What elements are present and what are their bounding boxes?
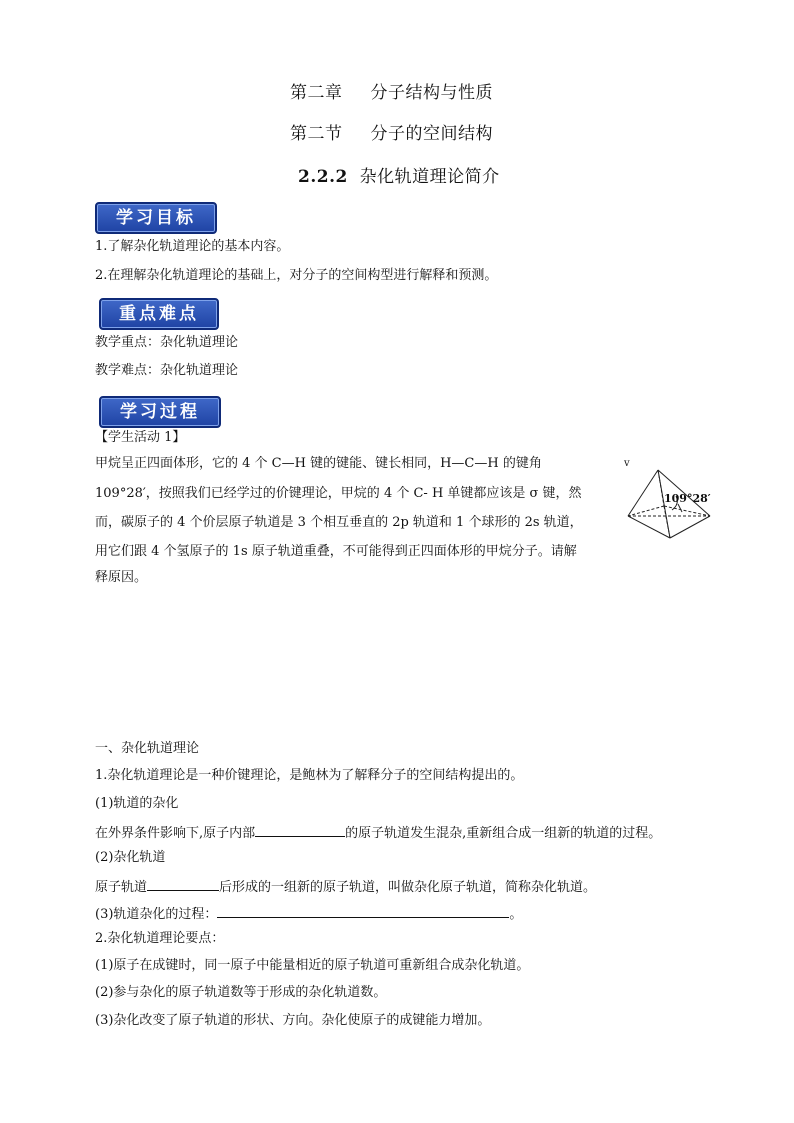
- sub2-before: 原子轨道: [95, 880, 148, 895]
- sub1-title: (1)轨道的杂化: [95, 796, 179, 811]
- section-title: [290, 123, 493, 145]
- key-points-badge: 重点难点: [99, 298, 219, 330]
- tetrahedron-figure: [622, 464, 714, 544]
- goal-item-2: 2.在理解杂化轨道理论的基础上，对分子的空间构型进行解释和预测。: [95, 268, 498, 283]
- points-title: 2.杂化轨道理论要点：: [95, 931, 225, 946]
- sub2-fill-blank[interactable]: [147, 876, 219, 891]
- point-item-3: (3)杂化改变了原子轨道的形状、方向。杂化使原子的成键能力增加。: [95, 1013, 491, 1028]
- lesson-name: 杂化轨道理论简介: [359, 167, 500, 187]
- chapter-label: 第二章: [290, 83, 343, 103]
- section-name: 分子的空间结构: [370, 124, 493, 144]
- goals-badge: 学习目标: [95, 202, 217, 234]
- theory-intro: 1.杂化轨道理论是一种价键理论，是鲍林为了解释分子的空间结构提出的。: [95, 768, 524, 783]
- point-item-2: (2)参与杂化的原子轨道数等于形成的杂化轨道数。: [95, 985, 387, 1000]
- activity-line-1: 甲烷呈正四面体形，它的 4 个 C—H 键的键能、键长相同，H—C—H 的键角: [95, 456, 542, 471]
- lesson-title: [298, 166, 500, 188]
- section-label: 第二节: [290, 124, 343, 144]
- sub3-after: 。: [509, 907, 523, 922]
- key-point-item-1: 教学重点：杂化轨道理论: [95, 335, 239, 350]
- sub2-title: (2)杂化轨道: [95, 850, 166, 865]
- sub2-after: 后形成的一组新的原子轨道，叫做杂化原子轨道，简称杂化轨道。: [219, 880, 597, 895]
- sub3-sentence: [95, 903, 522, 924]
- sub3-fill-blank[interactable]: [217, 903, 509, 918]
- activity-line-5: 释原因。: [95, 570, 148, 585]
- activity-line-2: 109°28′，按照我们已经学过的价键理论，甲烷的 4 个 C- H 单键都应该是 σ 键，然: [95, 486, 582, 501]
- lesson-number: 2.2.2: [298, 167, 348, 187]
- sub1-after: 的原子轨道发生混杂,重新组合成一组新的轨道的过程。: [345, 826, 662, 841]
- sub1-fill-blank[interactable]: [255, 822, 345, 837]
- figure-angle-label: 109°28′: [664, 492, 711, 505]
- sub1-before: 在外界条件影响下,原子内部: [95, 826, 256, 841]
- chapter-title: [290, 82, 493, 104]
- goal-item-1: 1.了解杂化轨道理论的基本内容。: [95, 239, 290, 254]
- key-point-item-2: 教学难点：杂化轨道理论: [95, 363, 239, 378]
- sub2-sentence: [95, 876, 596, 897]
- theory-heading: 一、杂化轨道理论: [95, 741, 200, 756]
- chapter-name: 分子结构与性质: [370, 83, 493, 103]
- activity-line-4: 用它们跟 4 个氢原子的 1s 原子轨道重叠，不可能得到正四面体形的甲烷分子。请解: [95, 544, 577, 559]
- activity-line-3: 而，碳原子的 4 个价层原子轨道是 3 个相互垂直的 2p 轨道和 1 个球形的 2s 轨道，: [95, 515, 583, 530]
- figure-corner-mark: v: [624, 458, 630, 469]
- process-badge: 学习过程: [99, 396, 221, 428]
- activity-title: 【学生活动 1】: [95, 430, 186, 445]
- sub1-sentence: [95, 822, 661, 843]
- sub3-before: (3)轨道杂化的过程：: [95, 907, 218, 922]
- point-item-1: (1)原子在成键时，同一原子中能量相近的原子轨道可重新组合成杂化轨道。: [95, 958, 530, 973]
